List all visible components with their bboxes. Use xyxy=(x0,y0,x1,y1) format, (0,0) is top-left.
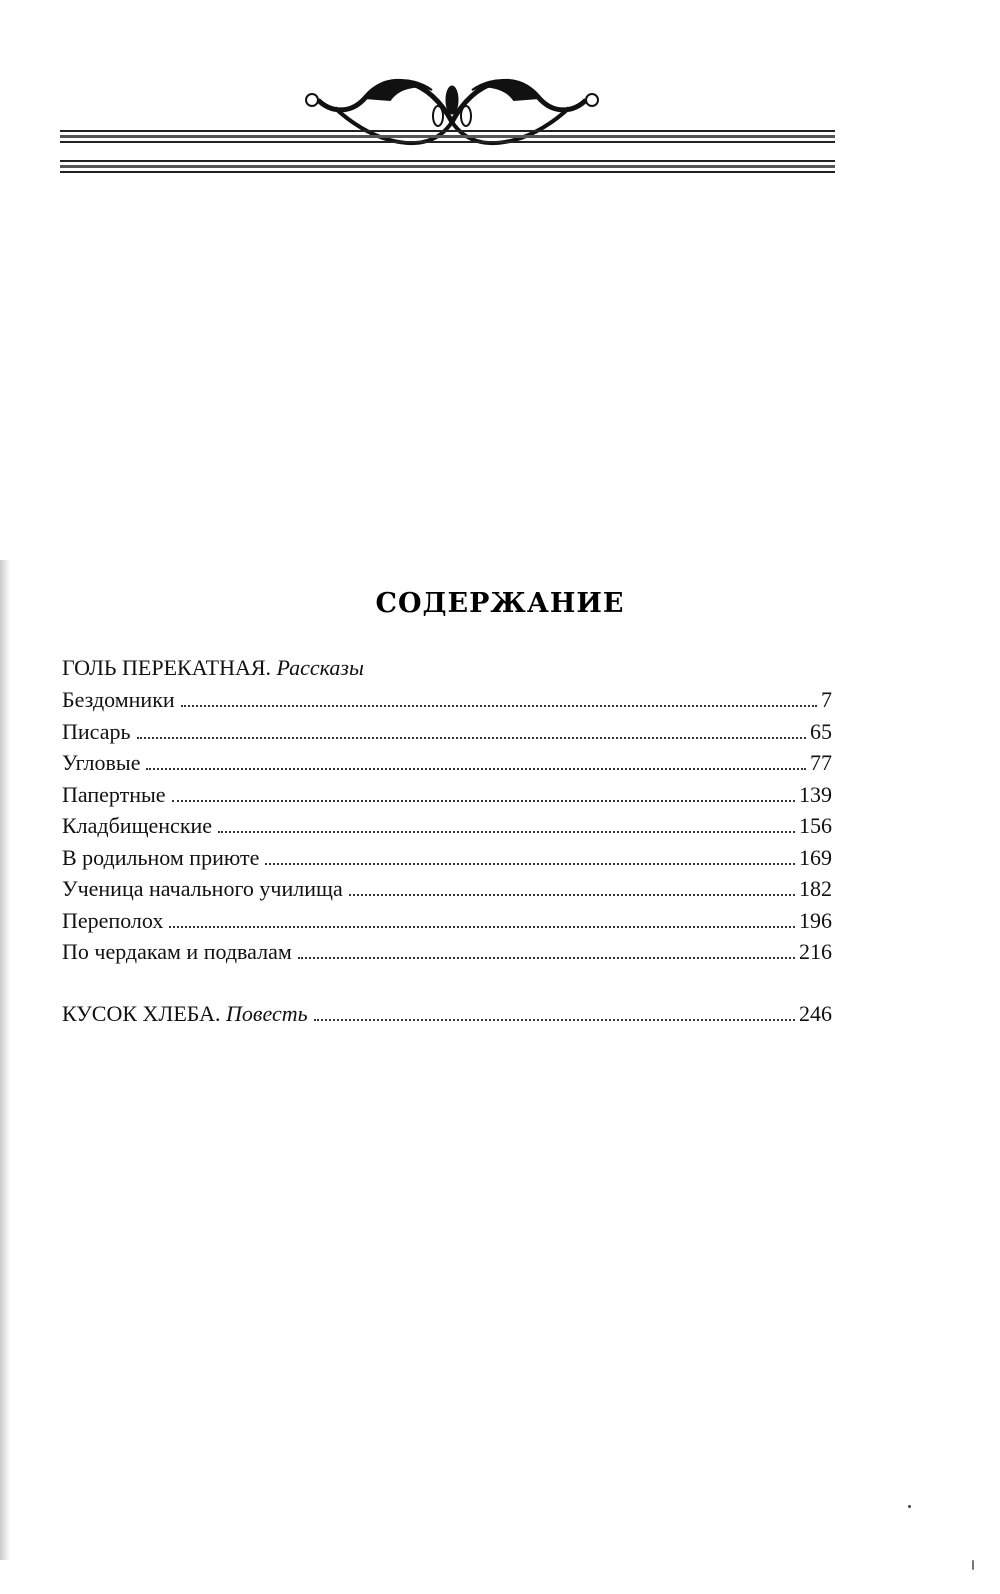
entry-title xyxy=(62,998,308,1030)
dot-leader xyxy=(218,831,795,833)
toc-entry xyxy=(62,747,832,779)
entry-page: 246 xyxy=(799,1000,832,1026)
entry-title: В родильном приюте xyxy=(62,844,260,870)
table-of-contents xyxy=(62,652,832,1029)
entry-page: 216 xyxy=(799,939,832,964)
entry-page: 77 xyxy=(810,750,832,775)
toc-entry xyxy=(62,936,832,968)
entry-title: Писарь xyxy=(62,718,131,744)
section-gap xyxy=(62,968,832,998)
page-title: СОДЕРЖАНИЕ xyxy=(375,588,625,619)
part-genre: Повесть xyxy=(226,1000,308,1026)
dot-leader xyxy=(137,737,807,739)
toc-entry xyxy=(62,873,832,905)
entry-page: 7 xyxy=(821,687,832,712)
toc-entry xyxy=(62,810,832,842)
dot-leader xyxy=(349,894,795,896)
dot-leader xyxy=(181,705,817,707)
scan-speck xyxy=(908,1505,911,1508)
dot-leader xyxy=(298,957,795,959)
toc-entry xyxy=(62,684,832,716)
toc-entry xyxy=(62,842,832,874)
page-edge-shadow xyxy=(0,560,10,1560)
dot-leader xyxy=(146,768,806,770)
toc-entry xyxy=(62,905,832,937)
entry-title: Угловые xyxy=(62,750,141,775)
part-title: КУСОК ХЛЕБА. xyxy=(62,1000,221,1026)
entry-title: Кладбищенские xyxy=(62,813,213,838)
entry-page: 182 xyxy=(799,876,832,901)
dot-leader xyxy=(265,863,795,865)
scroll-ornament-icon xyxy=(306,80,598,143)
part-title: ГОЛЬ ПЕРЕКАТНАЯ. xyxy=(62,655,272,680)
entry-page: 196 xyxy=(799,907,832,933)
entry-page: 139 xyxy=(799,781,832,807)
entry-page: 169 xyxy=(799,844,832,870)
entry-title: Ученица начального училища xyxy=(62,876,343,901)
entry-page: 156 xyxy=(799,813,832,838)
part-heading xyxy=(62,652,832,684)
entry-title: По чердакам и подвалам xyxy=(62,939,292,964)
entry-title: Переполох xyxy=(62,907,164,933)
entry-title: Папертные xyxy=(62,781,166,807)
toc-entry xyxy=(62,716,832,748)
entry-title: Бездомники xyxy=(62,687,175,712)
dot-leader xyxy=(172,800,795,802)
entry-page: 65 xyxy=(810,718,832,744)
scan-speck xyxy=(972,1560,974,1570)
dot-leader xyxy=(169,926,795,928)
toc-entry-part xyxy=(62,998,832,1030)
toc-entry xyxy=(62,779,832,811)
ornament-flourish xyxy=(60,60,835,180)
part-genre: Рассказы xyxy=(276,655,364,680)
dot-leader xyxy=(314,1019,795,1021)
rule-lines xyxy=(60,130,835,173)
